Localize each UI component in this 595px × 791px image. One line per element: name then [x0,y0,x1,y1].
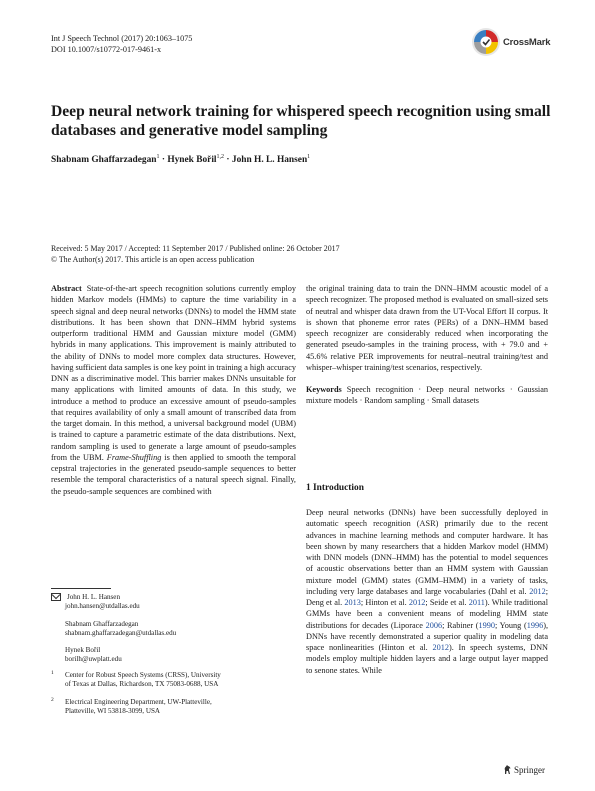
citation-link[interactable]: 2012 [408,598,426,607]
affiliation-line: of Texas at Dallas, Richardson, TX 75083-0688, USA [65,680,219,689]
affiliation-number: 1 [51,670,54,676]
citation-link[interactable]: 2011 [468,598,485,607]
citation-link[interactable]: 2006 [425,620,443,630]
citation-link[interactable]: 1996 [526,620,544,630]
abstract-italic-term: Frame-Shuffling [106,452,162,462]
citation-link[interactable]: 2013 [344,598,361,607]
contact-email[interactable]: borilh@uwplatt.edu [65,655,122,664]
abstract-left-column [51,283,296,497]
affiliation-line: Center for Robust Speech Systems (CRSS), University [65,671,221,679]
affiliation-line: Platteville, WI 53818-3099, USA [65,707,161,716]
contact-email[interactable]: john.hansen@utdallas.edu [65,602,140,611]
author-separator: · [224,155,232,166]
affiliation-1 [51,671,221,690]
intro-text: ; Deng et al. [306,586,549,607]
doi: DOI 10.1007/s10772-017-9461-x [51,45,162,54]
contact-name: Shabnam Ghaffarzadegan [65,619,139,628]
envelope-icon [51,593,61,601]
abstract-text-continued: is then applied to smooth the temporal cepstral trajectories in the generated pseudo-sample sequences to better resemble the temporal characteristics of a natural speech signal. Finally, the pseudo-sample sequences are combined with [51,452,296,496]
author-affiliation-mark: 1 [307,154,311,160]
citation-link[interactable]: 2012 [432,643,449,652]
crossmark-label: CrossMark [503,36,551,48]
intro-text: ; Seide et al. [425,598,467,607]
author-affiliation-mark: 1,2 [216,154,225,160]
author-list [51,154,310,165]
author-name: Shabnam Ghaffarzadegan [51,155,157,166]
publisher-name: Springer [514,764,545,775]
license-line: © The Author(s) 2017. This article is an open access publication [51,254,255,264]
contact-name: John H. L. Hansen [67,593,120,601]
publisher-logo [503,764,545,775]
intro-text: Deep neural networks (DNNs) have been successfully deployed in automatic speech recognition (ASR) primarily due to the recent advances in machine learning methods and computer hardware. It has been shown by many researchers that a hidden Markov model (HMM) with DNN models (DNN–HMM) has the potential to model sequences of acoustic observations better than an HMM system with Gaussian mixture model (GMM) states (GMM–HMM) in a variety of tasks, including very large databases and large vocabularies (Dahl et al. [306,508,548,596]
intro-text: ). In speech systems, DNN models employ multiple hidden layers and a large output layer mapped to senone states. While [306,643,549,675]
author-affiliation-mark: 1 [156,154,160,160]
author-separator: · [159,155,168,166]
intro-text: ; Hinton et al. [360,598,407,607]
journal-citation: Int J Speech Technol (2017) 20:1063–1075 [51,34,193,43]
abstract-right-column [306,283,548,407]
citation-link[interactable]: 2012 [529,586,546,596]
abstract-text-right: the original training data to train the DNN–HMM acoustic model of a speech recognizer. The proposed method is evaluated on small-sized sets of neutral and whisper data drawn from the UT-Vocal Effort II corpus. It is shown that phoneme error rates (PERs) of a DNN–HMM based speech recognizer are considerably reduced when incorporating the generated pseudo-samples in the training process, with + 79.0 and + 45.6% relative PER improvements for neutral–neutral training/test and whisper–whisper training/test scenarios, respectively. [306,284,548,372]
intro-text: ), DNNs have recently demonstrated a superior quality in modeling data space nonlinearities (Hinton et al. [306,620,549,652]
affiliation-line: Electrical Engineering Department, UW-Platteville, [65,698,212,706]
paper-title: Deep neural network training for whispered speech recognition using small databases and generative model sampling [51,103,551,139]
section-heading-introduction: 1 Introduction [306,483,364,493]
keywords [306,384,548,407]
author-name: Hynek Bořil [167,155,217,166]
running-header [51,33,192,55]
abstract-label: Abstract [51,284,82,293]
affiliation-number: 2 [51,697,54,703]
footnote-divider [51,588,111,589]
affiliation-2 [51,698,212,717]
received-dates: Received: 5 May 2017 / Accepted: 11 September 2017 / Published online: 26 October 2017 [51,244,340,253]
keywords-text: Speech recognition · Deep neural networks · Gaussian mixture models · Random sampling · Small datasets [306,385,548,406]
author-name: John H. L. Hansen [231,155,308,166]
publication-history [51,244,340,265]
contact-email[interactable]: shabnam.ghaffarzadegan@utdallas.edu [65,628,177,637]
springer-horse-icon [503,764,512,775]
citation-link[interactable]: 1990 [478,620,496,630]
intro-text: ). While traditional GMMs have been a convenient means of modeling HMM state distributions for decades (Liporace [306,598,548,630]
intro-text: ; Young [495,620,522,630]
intro-text: ; Rabiner ( [442,620,479,630]
introduction-paragraph: Deep neural networks (DNNs) have been successfully deployed in automatic speech recognition (ASR) primarily due to the recent advances in machine learning methods and computer hardware. It has been shown by many researchers that a hidden Markov model (HMM) with DNN models (DNN–HMM) has the potential to model sequences of acoustic observations better than an HMM system with Gaussian mixture model (GMM) states (GMM–HMM) in a variety of tasks, including very large databases and large vocabularies (Dahl et al. 2012; Deng et al. 2013; Hinton et al. 2012; Seide et al. 2011). While traditional GMMs have been a convenient means of modeling HMM state distributions for decades (Liporace 2006; Rabiner (1990; Young (1996), DNNs have recently demonstrated a superior quality in modeling data space nonlinearities (Hinton et al. 2012). In speech systems, DNN models employ multiple hidden layers and a large output layer mapped to senone states. While [306,508,549,675]
contact-name: Hynek Bořil [65,646,101,655]
corresponding-authors [51,593,176,665]
keywords-label: Keywords [306,385,342,394]
crossmark-icon [471,27,501,57]
crossmark-badge[interactable] [471,27,550,57]
abstract-text: State-of-the-art speech recognition solutions currently employ hidden Markov models (HMMs) to capture the time variability in a speech signal and deep neural networks (DNNs) to model the HMM state distributions. It has been shown that DNN–HMM hybrid systems outperform traditional HMM and Gaussian mixture model (GMM) hybrids in many applications. This improvement is mainly attributed to the ability of DNNs to model more complex data structures. However, having sufficient data samples is one key point in training a high accuracy DNN as a discriminative model. This barrier makes DNNs unsuitable for many applications with limited amounts of data. In this study, we introduce a method to produce an excessive amount of pseudo-samples that requires availability of only a small amount of transcribed data from the target domain. In this method, a universal background model (UBM) is trained to capture a parametric estimate of the data distributions. Next, random sampling is used to generate a large amount of pseudo-samples from the UBM. [51,284,296,462]
